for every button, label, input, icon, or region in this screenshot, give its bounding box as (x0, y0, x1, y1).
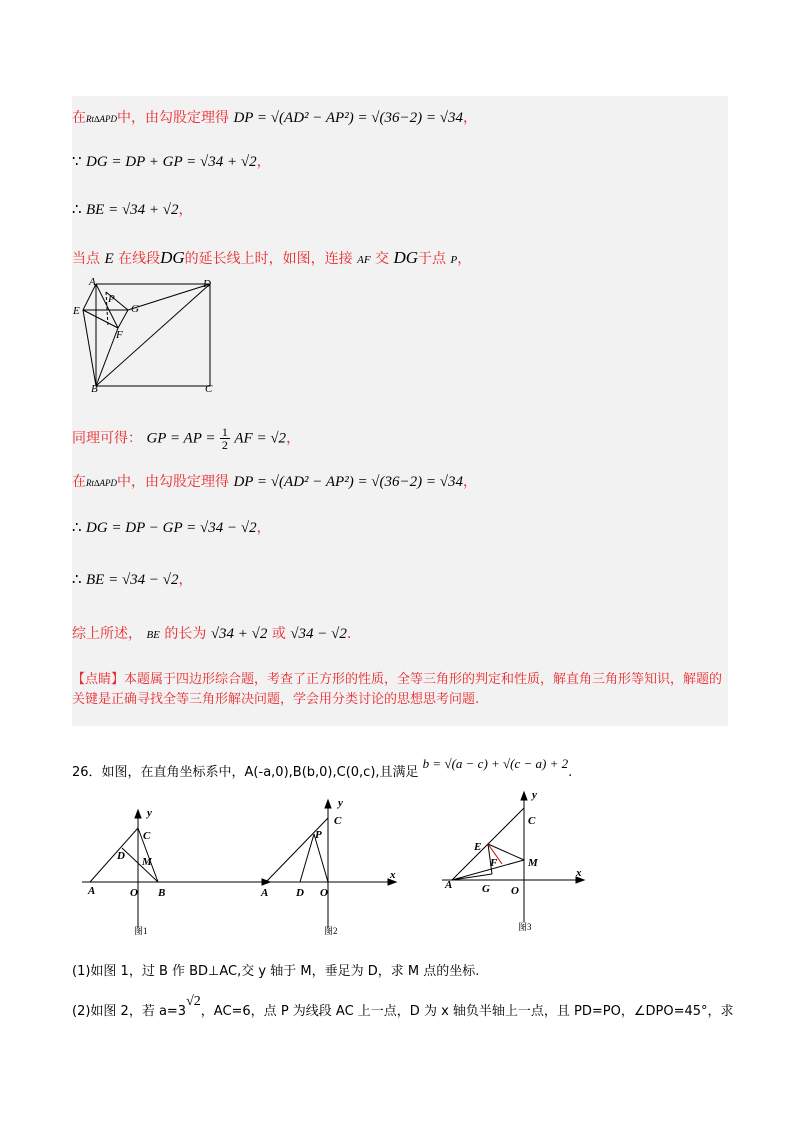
segment-fg (118, 310, 128, 328)
segment-fb (96, 328, 118, 386)
comma: ， (256, 520, 271, 536)
label-y: y (147, 807, 152, 819)
label-d: D (296, 887, 304, 899)
point-e: E (104, 251, 114, 267)
segment-dg: DG (393, 248, 419, 267)
line-be-sum (72, 200, 193, 220)
point-p: P (450, 254, 458, 266)
label-a: A (89, 276, 96, 288)
text-pythagoras: 中，由勾股定理得 (117, 474, 229, 490)
segment-ef (83, 310, 118, 328)
text-in: 在 (72, 474, 86, 490)
question-2-sqrt: √2 (186, 994, 201, 1009)
label-c: C (528, 815, 536, 827)
caption-fig3: 图3 (518, 922, 532, 932)
label-x: x (576, 867, 582, 879)
text-same: 同理可得： (72, 430, 142, 447)
text-pythagoras: 中，由勾股定理得 (117, 110, 229, 126)
figure-3 (436, 788, 596, 938)
text-in: 在 (72, 110, 86, 126)
y-axis-arrow (135, 810, 141, 818)
label-a: A (261, 887, 269, 899)
segment-af (96, 284, 118, 328)
y-axis-arrow (521, 792, 527, 800)
segment-gd (128, 284, 210, 310)
segment-ac (90, 828, 138, 882)
formula-dp: DP = √(AD² − AP²) = √(36−2) = √34 (233, 474, 464, 490)
problem-26-formula: b = √(a − c) + √(c − a) + 2 (422, 756, 569, 771)
label-y: y (338, 797, 343, 809)
note-tag: 【点睛】 (72, 672, 125, 687)
label-e: E (474, 841, 482, 853)
formula-be-diff: BE = √34 − √2 (86, 572, 179, 588)
text-case2-d: 交 (375, 251, 389, 267)
caption-fig1: 图1 (134, 926, 148, 936)
question-1 (72, 962, 479, 982)
line-be-diff (72, 570, 193, 590)
problem-26-text: 26．如图，在直角坐标系中，A(-a,0),B(b,0),C(0,c),且满足 (72, 765, 419, 780)
question-2-text-a: (2)如图 2，若 a=3 (72, 1004, 187, 1019)
rt-triangle-label: Rt∆APD (86, 114, 117, 124)
label-a: A (88, 885, 96, 897)
question-2 (72, 994, 734, 1022)
fraction-numerator: 1 (221, 425, 228, 439)
label-o: O (320, 887, 328, 899)
line-dp-2 (72, 472, 477, 493)
segment-am (452, 860, 524, 880)
answer-1: √34 + √2 (210, 626, 268, 642)
segment-db (122, 848, 158, 882)
text-case2-a: 当点 (72, 251, 100, 267)
question-1-text: (1)如图 1，过 B 作 BD⊥AC,交 y 轴于 M，垂足为 D，求 M 点的坐标. (72, 964, 480, 979)
label-x: x (390, 869, 396, 881)
label-b: B (158, 887, 166, 899)
text-summary-a: 综上所述， (72, 626, 142, 642)
formula-be-sum: BE = √34 + √2 (86, 202, 179, 218)
label-e: E (73, 305, 80, 317)
line-gp (72, 426, 300, 451)
label-a: A (445, 879, 453, 891)
formula-dp: DP = √(AD² − AP²) = √(36−2) = √34 (233, 110, 464, 126)
comma: ， (286, 430, 301, 447)
label-m: M (142, 856, 152, 868)
question-2-text-b: ，AC=6，点 P 为线段 AC 上一点，D 为 x 轴负半轴上一点，且 PD=PO，∠DPO=45°，求 (200, 1004, 734, 1019)
comma: ， (463, 474, 478, 490)
line-dg-sum (72, 152, 271, 172)
line-dg-diff (72, 518, 271, 538)
formula-gp-right: AF = √2 (234, 430, 287, 447)
label-g: G (482, 883, 490, 895)
label-o: O (511, 885, 519, 897)
therefore-symbol: ∴ (72, 202, 82, 218)
rt-triangle-label: Rt∆APD (86, 478, 117, 488)
fraction-denominator: 2 (221, 438, 228, 452)
comma: ， (457, 251, 472, 267)
comma: ， (178, 202, 193, 218)
y-axis-arrow (325, 800, 331, 808)
square-figure (72, 276, 218, 394)
label-b: B (91, 383, 98, 394)
period: . (346, 626, 352, 642)
formula-dg-sum: DG = DP + GP = √34 + √2 (86, 154, 257, 170)
segment-dg: DG (160, 248, 185, 267)
answer-2: √34 − √2 (290, 626, 347, 642)
label-p: P (108, 293, 115, 305)
label-g: G (131, 303, 139, 315)
segment-eb (83, 310, 96, 386)
therefore-symbol: ∴ (72, 572, 82, 588)
segment-be: BE (146, 629, 160, 641)
comma: ， (463, 110, 478, 126)
label-p: P (315, 829, 322, 841)
line-dp-1 (72, 108, 477, 129)
line-case2 (72, 248, 471, 270)
formula-dg-diff: DG = DP − GP = √34 − √2 (86, 520, 257, 536)
text-case2-b: 在线段 (118, 251, 161, 267)
key-point-note (72, 670, 728, 710)
note-body: 本题属于四边形综合题，考查了正方形的性质，全等三角形的判定和性质，解直角三角形等知识，解题的关键是正确寻找全等三角形解决问题，学会用分类讨论的思想思考问题. (72, 672, 723, 707)
segment-dp (300, 834, 314, 882)
problem-26-stem (72, 756, 573, 783)
label-m: M (528, 857, 538, 869)
formula-gp-left: GP = AP = (146, 430, 216, 447)
label-f: F (116, 329, 123, 341)
label-d: D (203, 278, 211, 290)
text-case2-e: 于点 (418, 251, 447, 267)
label-y: y (532, 789, 537, 801)
comma: ， (178, 572, 193, 588)
label-c: C (143, 830, 151, 842)
text-summary-b: 的长为 (164, 626, 207, 642)
period: . (568, 765, 573, 780)
label-f: F (490, 857, 498, 869)
segment-po (314, 834, 328, 882)
text-or: 或 (271, 626, 286, 642)
caption-fig2: 图2 (324, 926, 338, 936)
figure-2 (246, 796, 406, 936)
because-symbol: ∵ (72, 154, 82, 170)
therefore-symbol: ∴ (72, 520, 82, 536)
label-o: O (130, 887, 138, 899)
label-c: C (205, 383, 213, 394)
text-case2-c: 的延长线上时，如图，连接 (184, 251, 353, 267)
comma: ， (256, 154, 271, 170)
segment-af: AF (357, 254, 371, 266)
line-summary (72, 624, 351, 645)
fraction-half (220, 426, 230, 451)
label-c: C (334, 815, 342, 827)
label-d: D (117, 850, 125, 862)
